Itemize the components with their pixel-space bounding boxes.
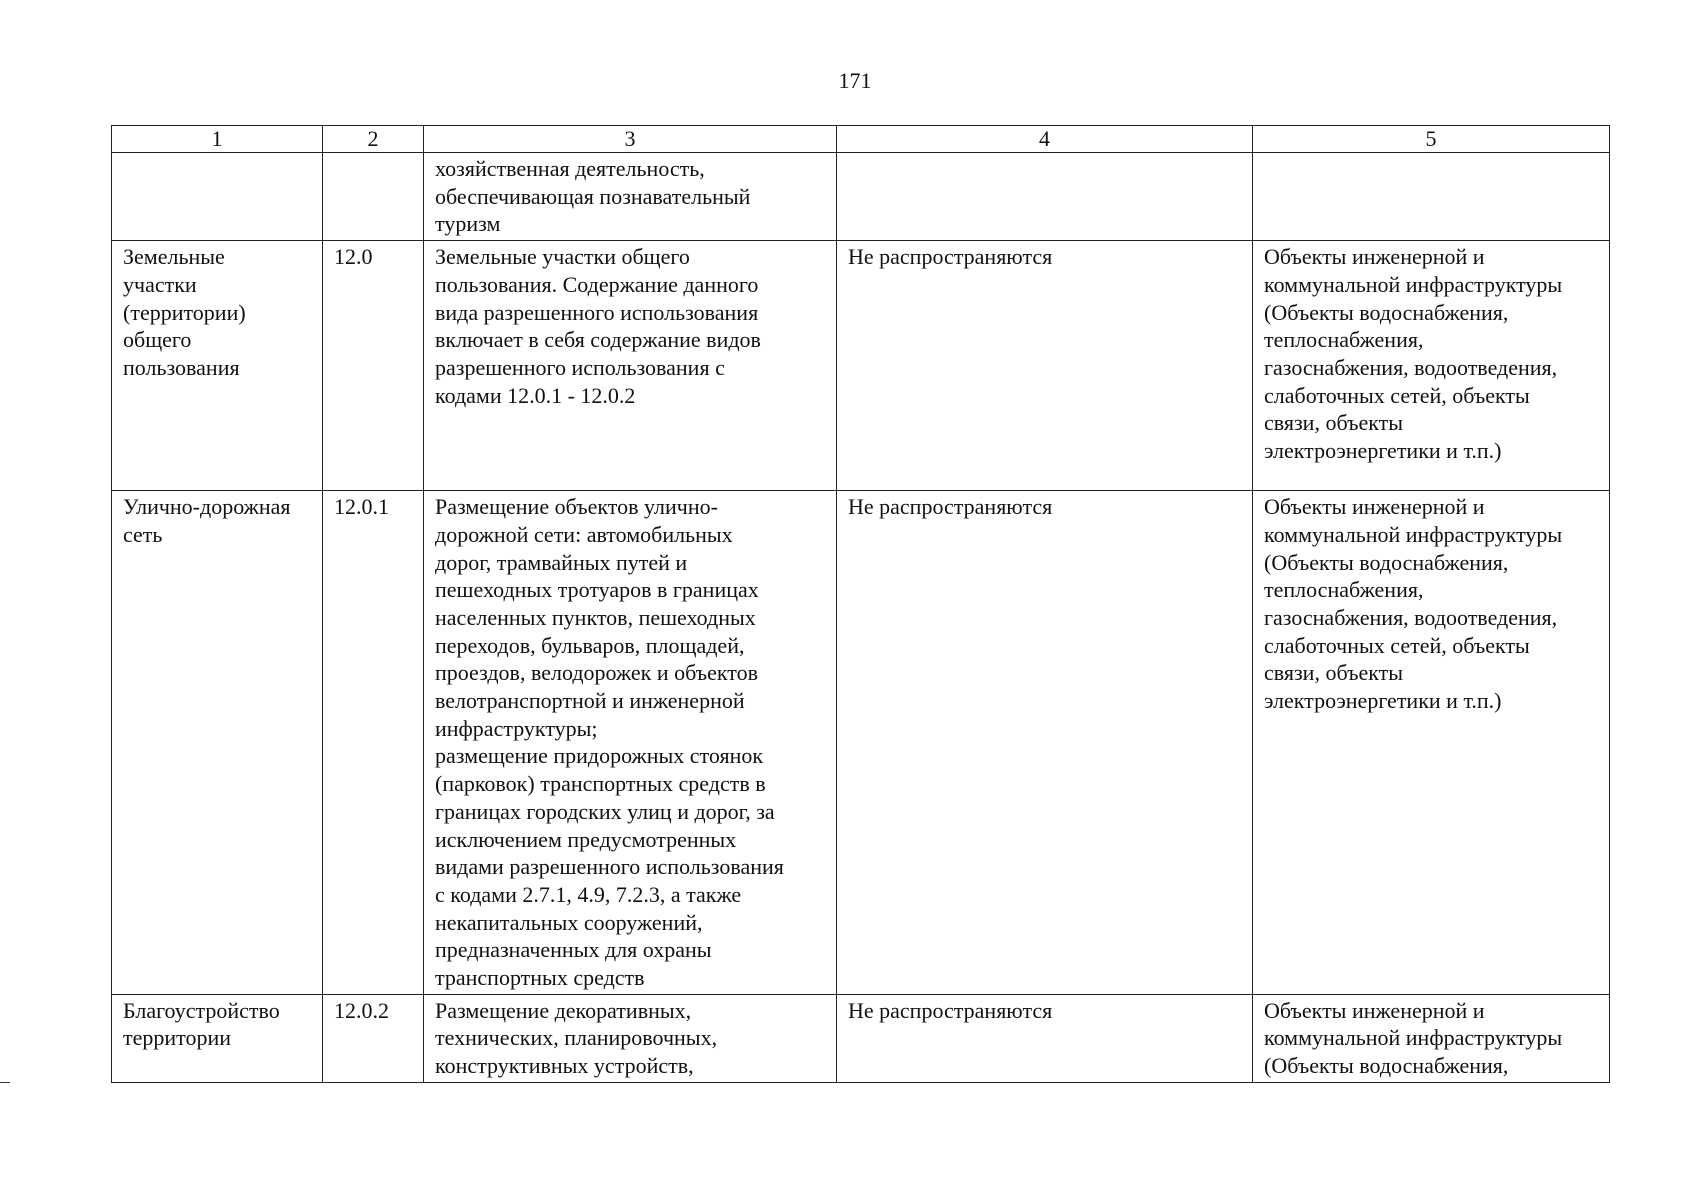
margin-mark [0, 1082, 10, 1083]
use-name-cell: Благоустройство территории [112, 994, 323, 1082]
header-col-5: 5 [1253, 126, 1610, 153]
use-description-cell: Размещение декоративных, технических, планировочных, конструктивных устройств, [424, 994, 837, 1082]
use-description-cell: Размещение объектов улично- дорожной сети: автомобильных дорог, трамвайных путей и пешеходных тротуаров в границах населенных пунктов, пешеходных переходов, бульваров, площадей, проездов, велодорожек и объектов велотранспортной и инженерной инфраструктуры; размещение придорожных стоянок (парковок) транспортных средств в границах городских улиц и дорог, за исключением предусмотренных видами разрешенного использования с кодами 2.7.1, 4.9, 7.2.3, а также некапитальных сооружений, предназначенных для охраны транспортных средств [424, 491, 837, 995]
use-code-cell: 12.0.1 [323, 491, 424, 995]
table-row [112, 994, 1610, 1082]
main-use-cell [837, 153, 1253, 241]
use-name-cell: Земельные участки (территории) общего пользования [112, 241, 323, 491]
use-name-cell: Улично-дорожная сеть [112, 491, 323, 995]
header-col-2: 2 [323, 126, 424, 153]
header-col-1: 1 [112, 126, 323, 153]
header-row [112, 126, 1610, 153]
header-col-3: 3 [424, 126, 837, 153]
auxiliary-use-cell: Объекты инженерной и коммунальной инфраструктуры (Объекты водоснабжения, теплоснабжения, газоснабжения, водоотведения, слаботочных сетей, объекты связи, объекты электроэнергетики и т.п.) [1253, 491, 1610, 995]
header-col-4: 4 [837, 126, 1253, 153]
main-use-cell: Не распространяются [837, 491, 1253, 995]
table-row [112, 153, 1610, 241]
auxiliary-use-cell: Объекты инженерной и коммунальной инфраструктуры (Объекты водоснабжения, [1253, 994, 1610, 1082]
use-code-cell: 12.0 [323, 241, 424, 491]
table-row [112, 241, 1610, 491]
auxiliary-use-cell [1253, 153, 1610, 241]
use-description-cell: Земельные участки общего пользования. Содержание данного вида разрешенного использования включает в себя содержание видов разрешенного использования с кодами 12.0.1 - 12.0.2 [424, 241, 837, 491]
main-use-cell: Не распространяются [837, 994, 1253, 1082]
page-number: 171 [838, 68, 872, 93]
auxiliary-use-cell: Объекты инженерной и коммунальной инфраструктуры (Объекты водоснабжения, теплоснабжения, газоснабжения, водоотведения, слаботочных сетей, объекты связи, объекты электроэнергетики и т.п.) [1253, 241, 1610, 491]
table-row [112, 491, 1610, 995]
regulations-table [111, 125, 1610, 1083]
use-code-cell: 12.0.2 [323, 994, 424, 1082]
use-description-cell: хозяйственная деятельность, обеспечивающая познавательный туризм [424, 153, 837, 241]
use-name-cell [112, 153, 323, 241]
main-use-cell: Не распространяются [837, 241, 1253, 491]
use-code-cell [323, 153, 424, 241]
